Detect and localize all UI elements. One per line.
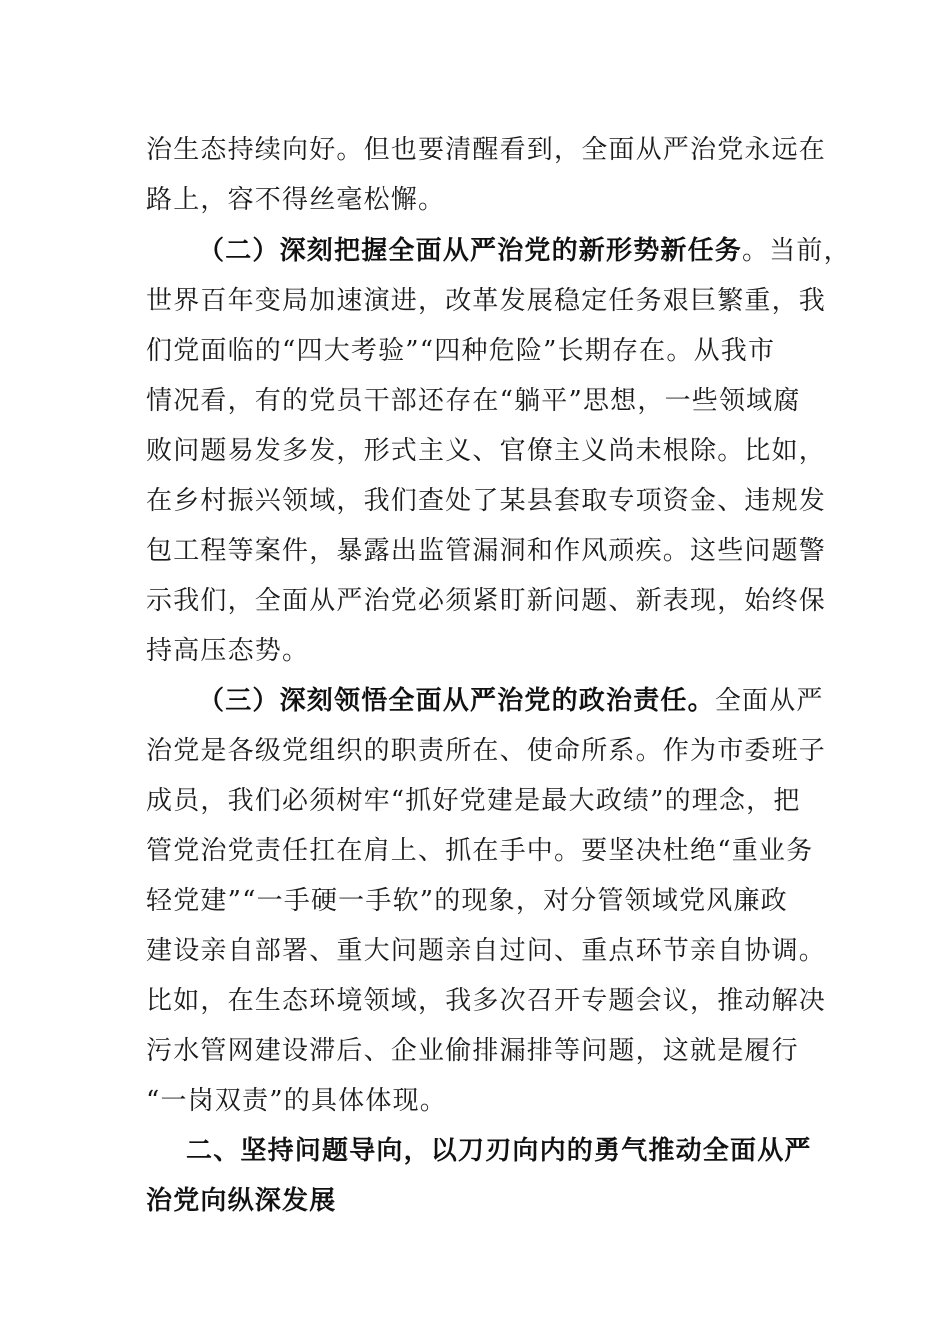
- body-line: [146, 183, 826, 217]
- subheading-text: （三）深刻领悟全面从严治党的政治责任。: [198, 686, 715, 716]
- body-text: 败问题易发多发，形式主义、官僚主义尚未根除。比如，: [146, 436, 827, 466]
- body-line: [146, 384, 826, 418]
- body-line: [146, 784, 826, 818]
- body-line: [146, 884, 826, 918]
- body-line: [146, 584, 826, 618]
- body-line: [146, 834, 826, 868]
- section-heading-text: 二、坚持问题导向，以刀刃向内的勇气推动全面从严: [186, 1136, 812, 1166]
- body-text: 管党治党责任扛在肩上、抓在手中。要坚决杜绝“重业务: [146, 836, 814, 866]
- body-text: 治生态持续向好。但也要清醒看到，全面从严治党永远在: [146, 135, 827, 165]
- body-text: 全面从严: [714, 686, 824, 716]
- body-text: 世界百年变局加速演进，改革发展稳定任务艰巨繁重，我: [146, 286, 827, 316]
- body-text: 包工程等案件，暴露出监管漏洞和作风顽疾。这些问题警: [146, 536, 827, 566]
- body-text: 。当前，: [742, 236, 851, 266]
- body-line: [146, 1034, 826, 1068]
- body-text: 情况看，有的党员干部还存在“躺平”思想，一些领域腐: [146, 386, 801, 416]
- body-line: [146, 934, 826, 968]
- body-text: 成员，我们必须树牢“抓好党建是最大政绩”的理念，把: [146, 786, 801, 816]
- section-heading-line: [146, 1184, 826, 1218]
- body-text: 在乡村振兴领域，我们查处了某县套取专项资金、违规发: [146, 486, 827, 516]
- body-text: 建设亲自部署、重大问题亲自过问、重点环节亲自协调。: [146, 936, 827, 966]
- body-line: [146, 634, 826, 668]
- body-text: 们党面临的“四大考验”“四种危险”长期存在。从我市: [146, 336, 776, 366]
- body-text: 轻党建”“一手硬一手软”的现象，对分管领域党风廉政: [146, 886, 788, 916]
- body-line: [146, 484, 826, 518]
- body-text: “一岗双责”的具体体现。: [146, 1086, 447, 1116]
- body-line: [146, 1084, 826, 1118]
- body-line: [146, 534, 826, 568]
- body-text: 示我们，全面从严治党必须紧盯新问题、新表现，始终保: [146, 586, 827, 616]
- body-line: [146, 133, 826, 167]
- body-line: [146, 984, 826, 1018]
- body-text: 持高压态势。: [146, 636, 310, 666]
- section-heading-line: [186, 1134, 866, 1168]
- subheading-text: （二）深刻把握全面从严治党的新形势新任务: [198, 236, 743, 266]
- body-line: [146, 434, 826, 468]
- subheading-line: [198, 684, 878, 718]
- body-text: 比如，在生态环境领域，我多次召开专题会议，推动解决: [146, 986, 827, 1016]
- body-text: 路上，容不得丝毫松懈。: [146, 185, 446, 215]
- section-heading-text: 治党向纵深发展: [146, 1186, 337, 1216]
- body-line: [146, 734, 826, 768]
- body-line: [146, 284, 826, 318]
- body-text: 治党是各级党组织的职责所在、使命所系。作为市委班子: [146, 736, 827, 766]
- body-text: 污水管网建设滞后、企业偷排漏排等问题，这就是履行: [146, 1036, 799, 1066]
- body-line: [146, 334, 826, 368]
- subheading-line: [198, 234, 878, 268]
